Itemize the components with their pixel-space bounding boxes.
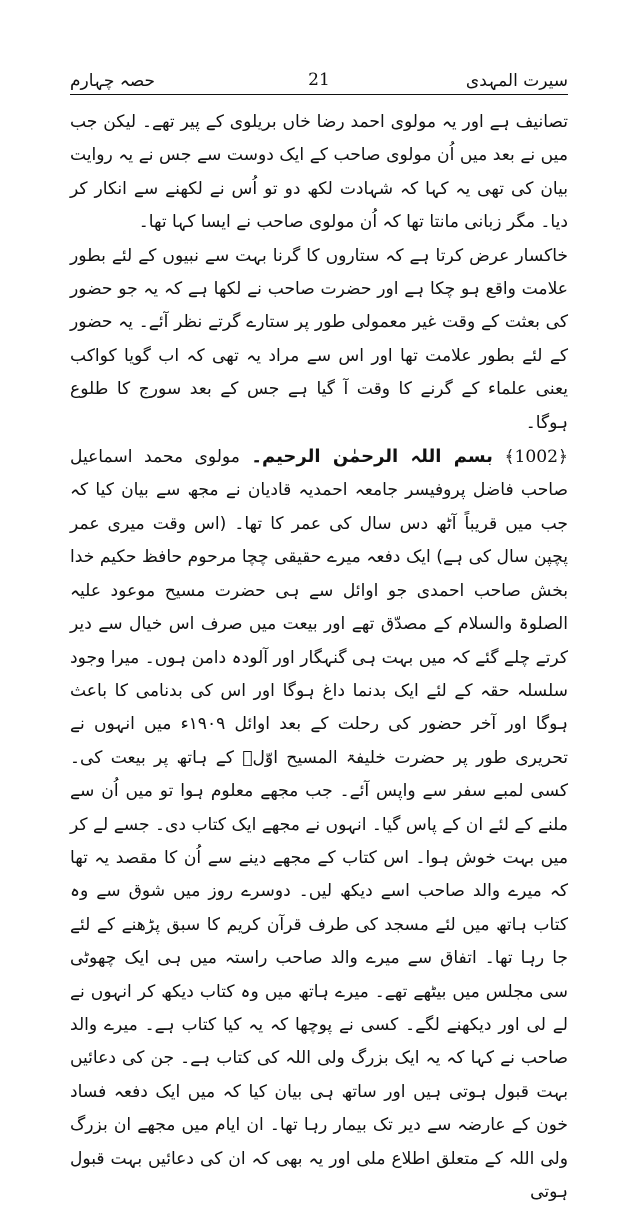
narration-number: ﴿1002﴾: [504, 447, 569, 468]
page-number: 21: [308, 70, 330, 90]
running-header: [70, 66, 568, 94]
bismillah-heading: بسم اللہ الرحمٰن الرحیم۔: [251, 446, 493, 468]
page-body: [70, 106, 568, 1209]
paragraph: خاکسار عرض کرتا ہے کہ ستاروں کا گرنا بہت سے نبیوں کے لئے بطور علامت واقع ہو چکا ہے اور حضرت صاحب نے لکھا ہے کہ یہ جو حضور کی بعثت کے وقت غیر معمولی طور پر ستارے گرتے نظر آئے۔ یہ حضور کے لئے بطور علامت تھا اور اس سے مراد یہ تھی کہ اب گویا کواکب یعنی علماء کے گرنے کا وقت آ گیا ہے جس کے بعد سورج کا طلوع ہوگا۔: [70, 245, 568, 433]
paragraph: تصانیف ہے اور یہ مولوی احمد رضا خاں بریلوی کے پیر تھے۔ لیکن جب میں نے بعد میں اُن مولوی صاحب کے ایک دوست سے جس نے یہ روایت بیان کی تھی یہ کہا کہ شہادت لکھ دو تو اُس نے لکھنے سے انکار کر دیا۔ مگر زبانی مانتا تھا کہ اُن مولوی صاحب نے ایسا کہا تھا۔: [70, 112, 568, 233]
narration-paragraph: [70, 440, 568, 1209]
header-rule: [70, 94, 568, 95]
narration-text: مولوی محمد اسماعیل صاحب فاضل پروفیسر جامعہ احمدیہ قادیان نے مجھ سے بیان کیا کہ جب میں قریباً آٹھ دس سال کی عمر کا تھا۔ (اس وقت میری عمر پچپن سال کی ہے) ایک دفعہ میرے حقیقی چچا مرحوم حافظ حکیم خدا بخش صاحب احمدی جو اوائل سے ہی حضرت مسیح موعود علیہ الصلوۃ والسلام کے مصدّق تھے اور بیعت میں صرف اس خیال سے دیر کرتے چلے گئے کہ میں بہت ہی گنہگار اور آلودہ دامن ہوں۔ میرا وجود سلسلہ حقہ کے لئے ایک بدنما داغ ہوگا اور اس کی بدنامی کا باعث ہوگا اور آخر حضور کی رحلت کے بعد اوائل ۱۹۰۹ء میں انہوں نے تحریری طور پر حضرت خلیفۃ المسیح اوّلؓ کے ہاتھ پر بیعت کی۔ کسی لمبے سفر سے واپس آئے۔ جب مجھے معلوم ہوا تو میں اُن سے ملنے کے لئے ان کے پاس گیا۔ انہوں نے مجھے ایک کتاب دی۔ جسے لے کر میں بہت خوش ہوا۔ اس کتاب کے مجھے دینے سے اُن کا مقصد یہ تھا کہ میرے والد صاحب اسے دیکھ لیں۔ دوسرے روز میں شوق سے وہ کتاب ہاتھ میں لئے مسجد کی طرف قرآن کریم کا سبق پڑھنے کے لئے جا رہا تھا۔ اتفاق سے میرے والد صاحب راستہ میں ہی ایک چھوٹی سی مجلس میں بیٹھے تھے۔ میرے ہاتھ میں وہ کتاب دیکھ کر انہوں نے لے لی اور دیکھنے لگے۔ کسی نے پوچھا کہ یہ کیا کتاب ہے۔ میرے والد صاحب نے کہا کہ یہ ایک بزرگ ولی اللہ کی کتاب ہے۔ جن کی دعائیں بہت قبول ہوتی ہیں اور ساتھ ہی بیان کیا کہ میں ایک دفعہ فساد خون کے عارضہ سے دیر تک بیمار رہا تھا۔ ان ایام میں مجھے ان بزرگ ولی اللہ کے متعلق اطلاع ملی اور یہ بھی کہ ان کی دعائیں بہت قبول ہوتی: [70, 447, 568, 1202]
book-title: سیرت المہدی: [465, 70, 568, 91]
part-label: حصہ چہارم: [70, 70, 155, 91]
